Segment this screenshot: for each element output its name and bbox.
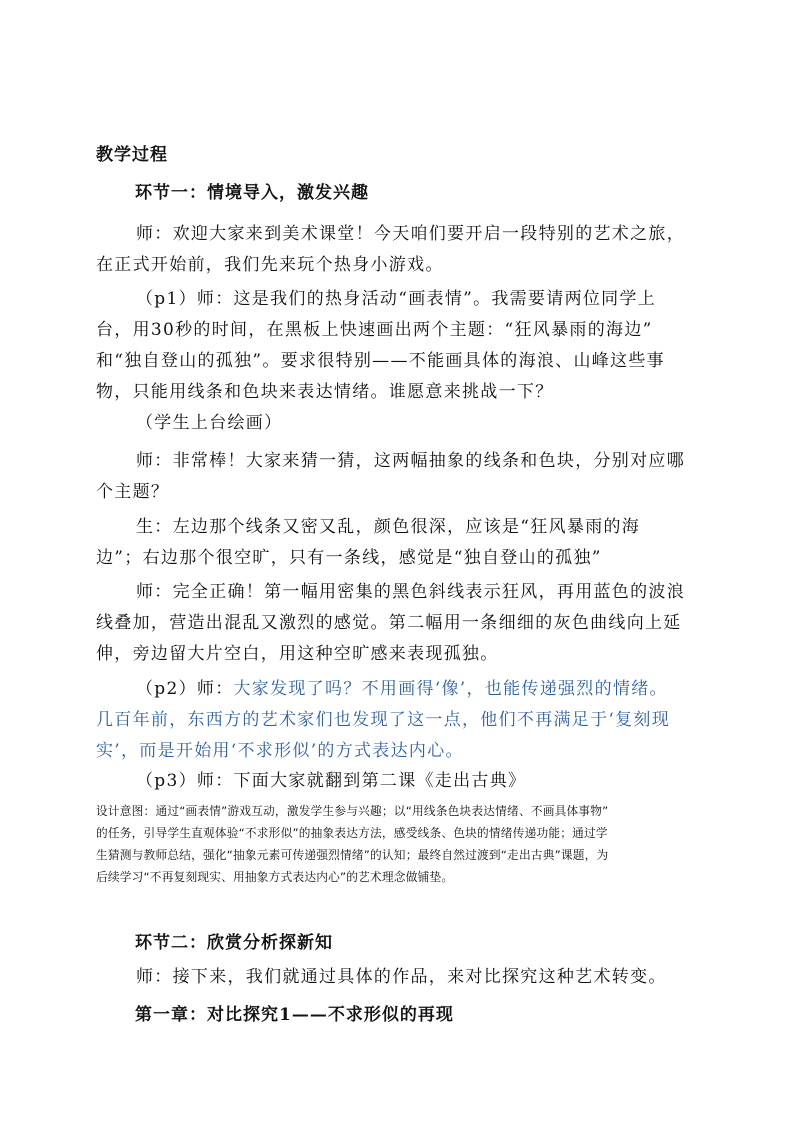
speaker-prefix: （p2）师：: [136, 679, 234, 699]
text-line: 在正式开始前，我们先来玩个热身小游戏。: [96, 255, 444, 275]
text-line: （p1）师：这是我们的热身活动“画表情”。我需要请两位同学上: [136, 289, 657, 309]
paragraph-intro: [96, 219, 700, 281]
text-line: 师：接下来，我们就通过具体的作品，来对比探究这种艺术转变。: [136, 967, 667, 987]
text-line: （p3）师：下面大家就翻到第二课《走出古典》: [136, 771, 527, 791]
section-title: 教学过程: [96, 145, 168, 165]
text-line: 伸，旁边留大片空白，用这种空旷感来表现孤独。: [96, 644, 499, 664]
highlighted-text: 几百年前，东西方的艺术家们也发现了这一点，他们不再满足于‘复刻现: [96, 710, 671, 730]
text-line: 台，用30秒的时间，在黑板上快速画出两个主题：“狂风暴雨的海边”: [96, 320, 653, 340]
note-line: 的任务，引导学生直观体验“不求形似”的抽象表达方法，感受线条、色块的情绪传递功能；通过学: [96, 826, 608, 840]
text-line: （学生上台绘画）: [136, 413, 283, 433]
text-line: 师：非常棒！大家来猜一猜，这两幅抽象的线条和色块，分别对应哪: [136, 451, 685, 471]
step1-title: 环节一：情境导入，激发兴趣: [135, 183, 369, 203]
design-intent-note: [96, 800, 700, 888]
text-line: 和“独自登山的孤独”。要求很特别——不能画具体的海浪、山峰这些事: [96, 351, 665, 371]
paragraph-student-answer: [96, 512, 700, 574]
note-line: 后续学习“不再复刻现实、用抽象方式表达内心”的艺术理念做铺垫。: [96, 870, 454, 884]
text-line: 师：欢迎大家来到美术课堂！今天咱们要开启一段特别的艺术之旅，: [136, 224, 685, 244]
text-line: 生：左边那个线条又密又乱，颜色很深，应该是“狂风暴雨的海: [136, 517, 641, 537]
text-line: 线叠加，营造出混乱又激烈的感觉。第二幅用一条细细的灰色曲线向上延: [96, 613, 682, 633]
note-line: 设计意图：通过“画表情”游戏互动，激发学生参与兴趣；以“用线条色块表达情绪、不画具体事物”: [96, 804, 609, 818]
note-line: 生猜测与教师总结，强化“抽象元素可传递强烈情绪”的认知；最终自然过渡到“走出古典”课题，为: [96, 848, 609, 862]
step2-title: 环节二：欣赏分析探新知: [135, 933, 333, 953]
text-line: 边”；右边那个很空旷，只有一条线，感觉是“独自登山的孤独”: [96, 548, 602, 568]
text-line: [96, 674, 700, 705]
text-line: 师：完全正确！第一幅用密集的黑色斜线表示狂风，再用蓝色的波浪: [136, 582, 685, 602]
paragraph-warmup: [96, 284, 700, 408]
highlighted-text: 大家发现了吗？不用画得‘像’，也能传递强烈的情绪。: [233, 679, 668, 699]
paragraph-student-drawing: [96, 408, 700, 439]
paragraph-step2-intro: [96, 962, 700, 993]
text-line: 个主题？: [96, 482, 170, 502]
highlighted-text: 实’，而是开始用‘不求形似’的方式表达内心。: [96, 741, 464, 761]
text-line: 物，只能用线条和色块来表达情绪。谁愿意来挑战一下？: [96, 382, 554, 402]
paragraph-teacher-summary: [96, 577, 700, 670]
paragraph-guess-question: [96, 446, 700, 508]
paragraph-p3-textbook: [96, 766, 700, 797]
chapter-title: 第一章：对比探究1——不求形似的再现: [135, 1005, 454, 1025]
paragraph-p2-transition: [96, 674, 700, 767]
